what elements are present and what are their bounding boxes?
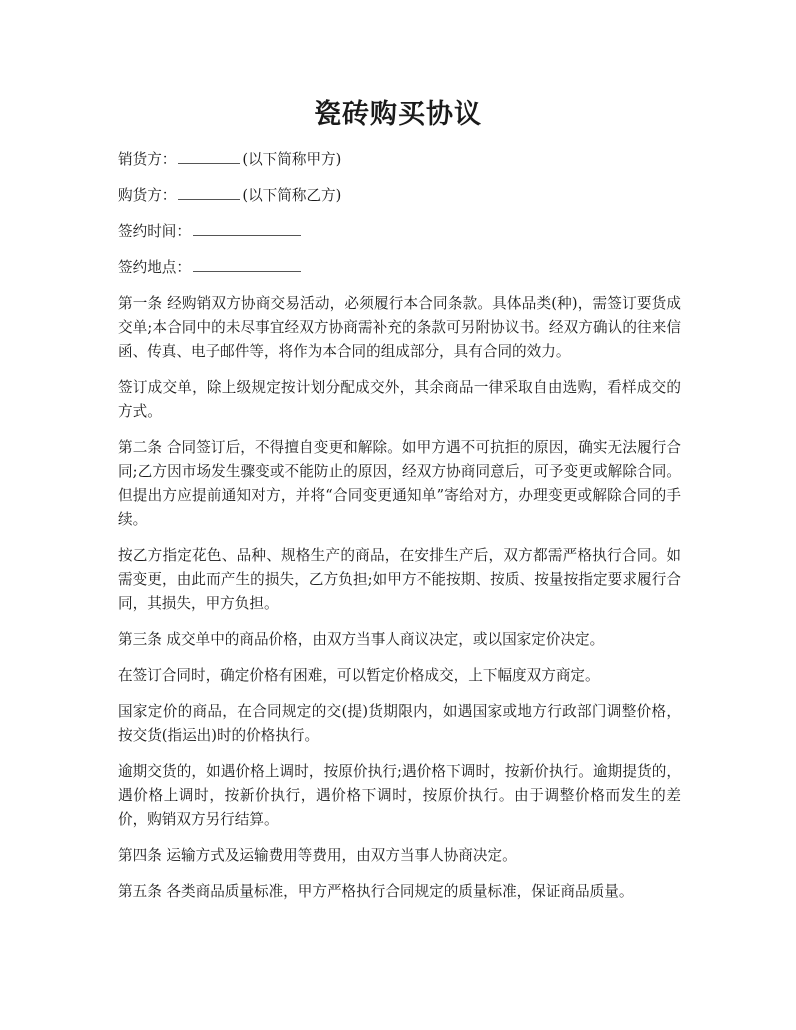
sign-place-field [118,256,681,280]
document-body [118,148,681,916]
clause-paragraph: 第五条 各类商品质量标准，甲方严格执行合同规定的质量标准，保证商品质量。 [118,883,634,900]
clause-paragraph: 按乙方指定花色、品种、规格生产的商品，在安排生产后，双方都需严格执行合同。如需变更，由此而产生的损失，乙方负担;如甲方不能按期、按质、按量按指定要求履行合同，其损失，甲方负担。 [118,547,681,612]
sign-time-label: 签约时间： [118,223,191,240]
seller-suffix: (以下简称甲方) [242,151,342,168]
clause-paragraph: 在签订合同时，确定价格有困难，可以暂定价格成交，上下幅度双方商定。 [118,667,600,684]
document-title: 瓷砖购买协议 [314,99,482,130]
sign-time-field [118,220,681,244]
buyer-field [118,184,681,208]
seller-blank[interactable] [178,149,240,164]
clause-paragraph: 第一条 经购销双方协商交易活动，必须履行本合同条款。具体品类(种)，需签订要货成交单;本合同中的未尽事宜经双方协商需补充的条款可另附协议书。经双方确认的往来信函、传真、电子邮件等，将作为本合同的组成部分，具有合同的效力。 [118,295,681,360]
sign-place-blank[interactable] [193,257,301,272]
sign-time-blank[interactable] [193,221,301,236]
clause-paragraph: 第四条 运输方式及运输费用等费用，由双方当事人协商决定。 [118,847,517,864]
seller-label: 销货方： [118,151,177,168]
buyer-suffix: (以下简称乙方) [242,187,342,204]
clause-paragraph: 第二条 合同签订后，不得擅自变更和解除。如甲方遇不可抗拒的原因，确实无法履行合同;乙方因市场发生骤变或不能防止的原因，经双方协商同意后，可予变更或解除合同。但提出方应提前通知对方，并将“合同变更通知单”寄给对方，办理变更或解除合同的手续。 [118,439,681,528]
clause-paragraph: 第三条 成交单中的商品价格，由双方当事人商议决定，或以国家定价决定。 [118,631,605,648]
clause-paragraph: 国家定价的商品，在合同规定的交(提)货期限内，如遇国家或地方行政部门调整价格，按交货(指运出)时的价格执行。 [118,703,681,744]
sign-place-label: 签约地点： [118,259,191,276]
buyer-blank[interactable] [178,185,240,200]
buyer-label: 购货方： [118,187,177,204]
seller-field [118,148,681,172]
clause-paragraph: 逾期交货的，如遇价格上调时，按原价执行;遇价格下调时，按新价执行。逾期提货的，遇价格上调时，按新价执行，遇价格下调时，按原价执行。由于调整价格而发生的差价，购销双方另行结算。 [118,763,681,828]
clause-paragraph: 签订成交单，除上级规定按计划分配成交外，其余商品一律采取自由选购，看样成交的方式。 [118,379,681,420]
